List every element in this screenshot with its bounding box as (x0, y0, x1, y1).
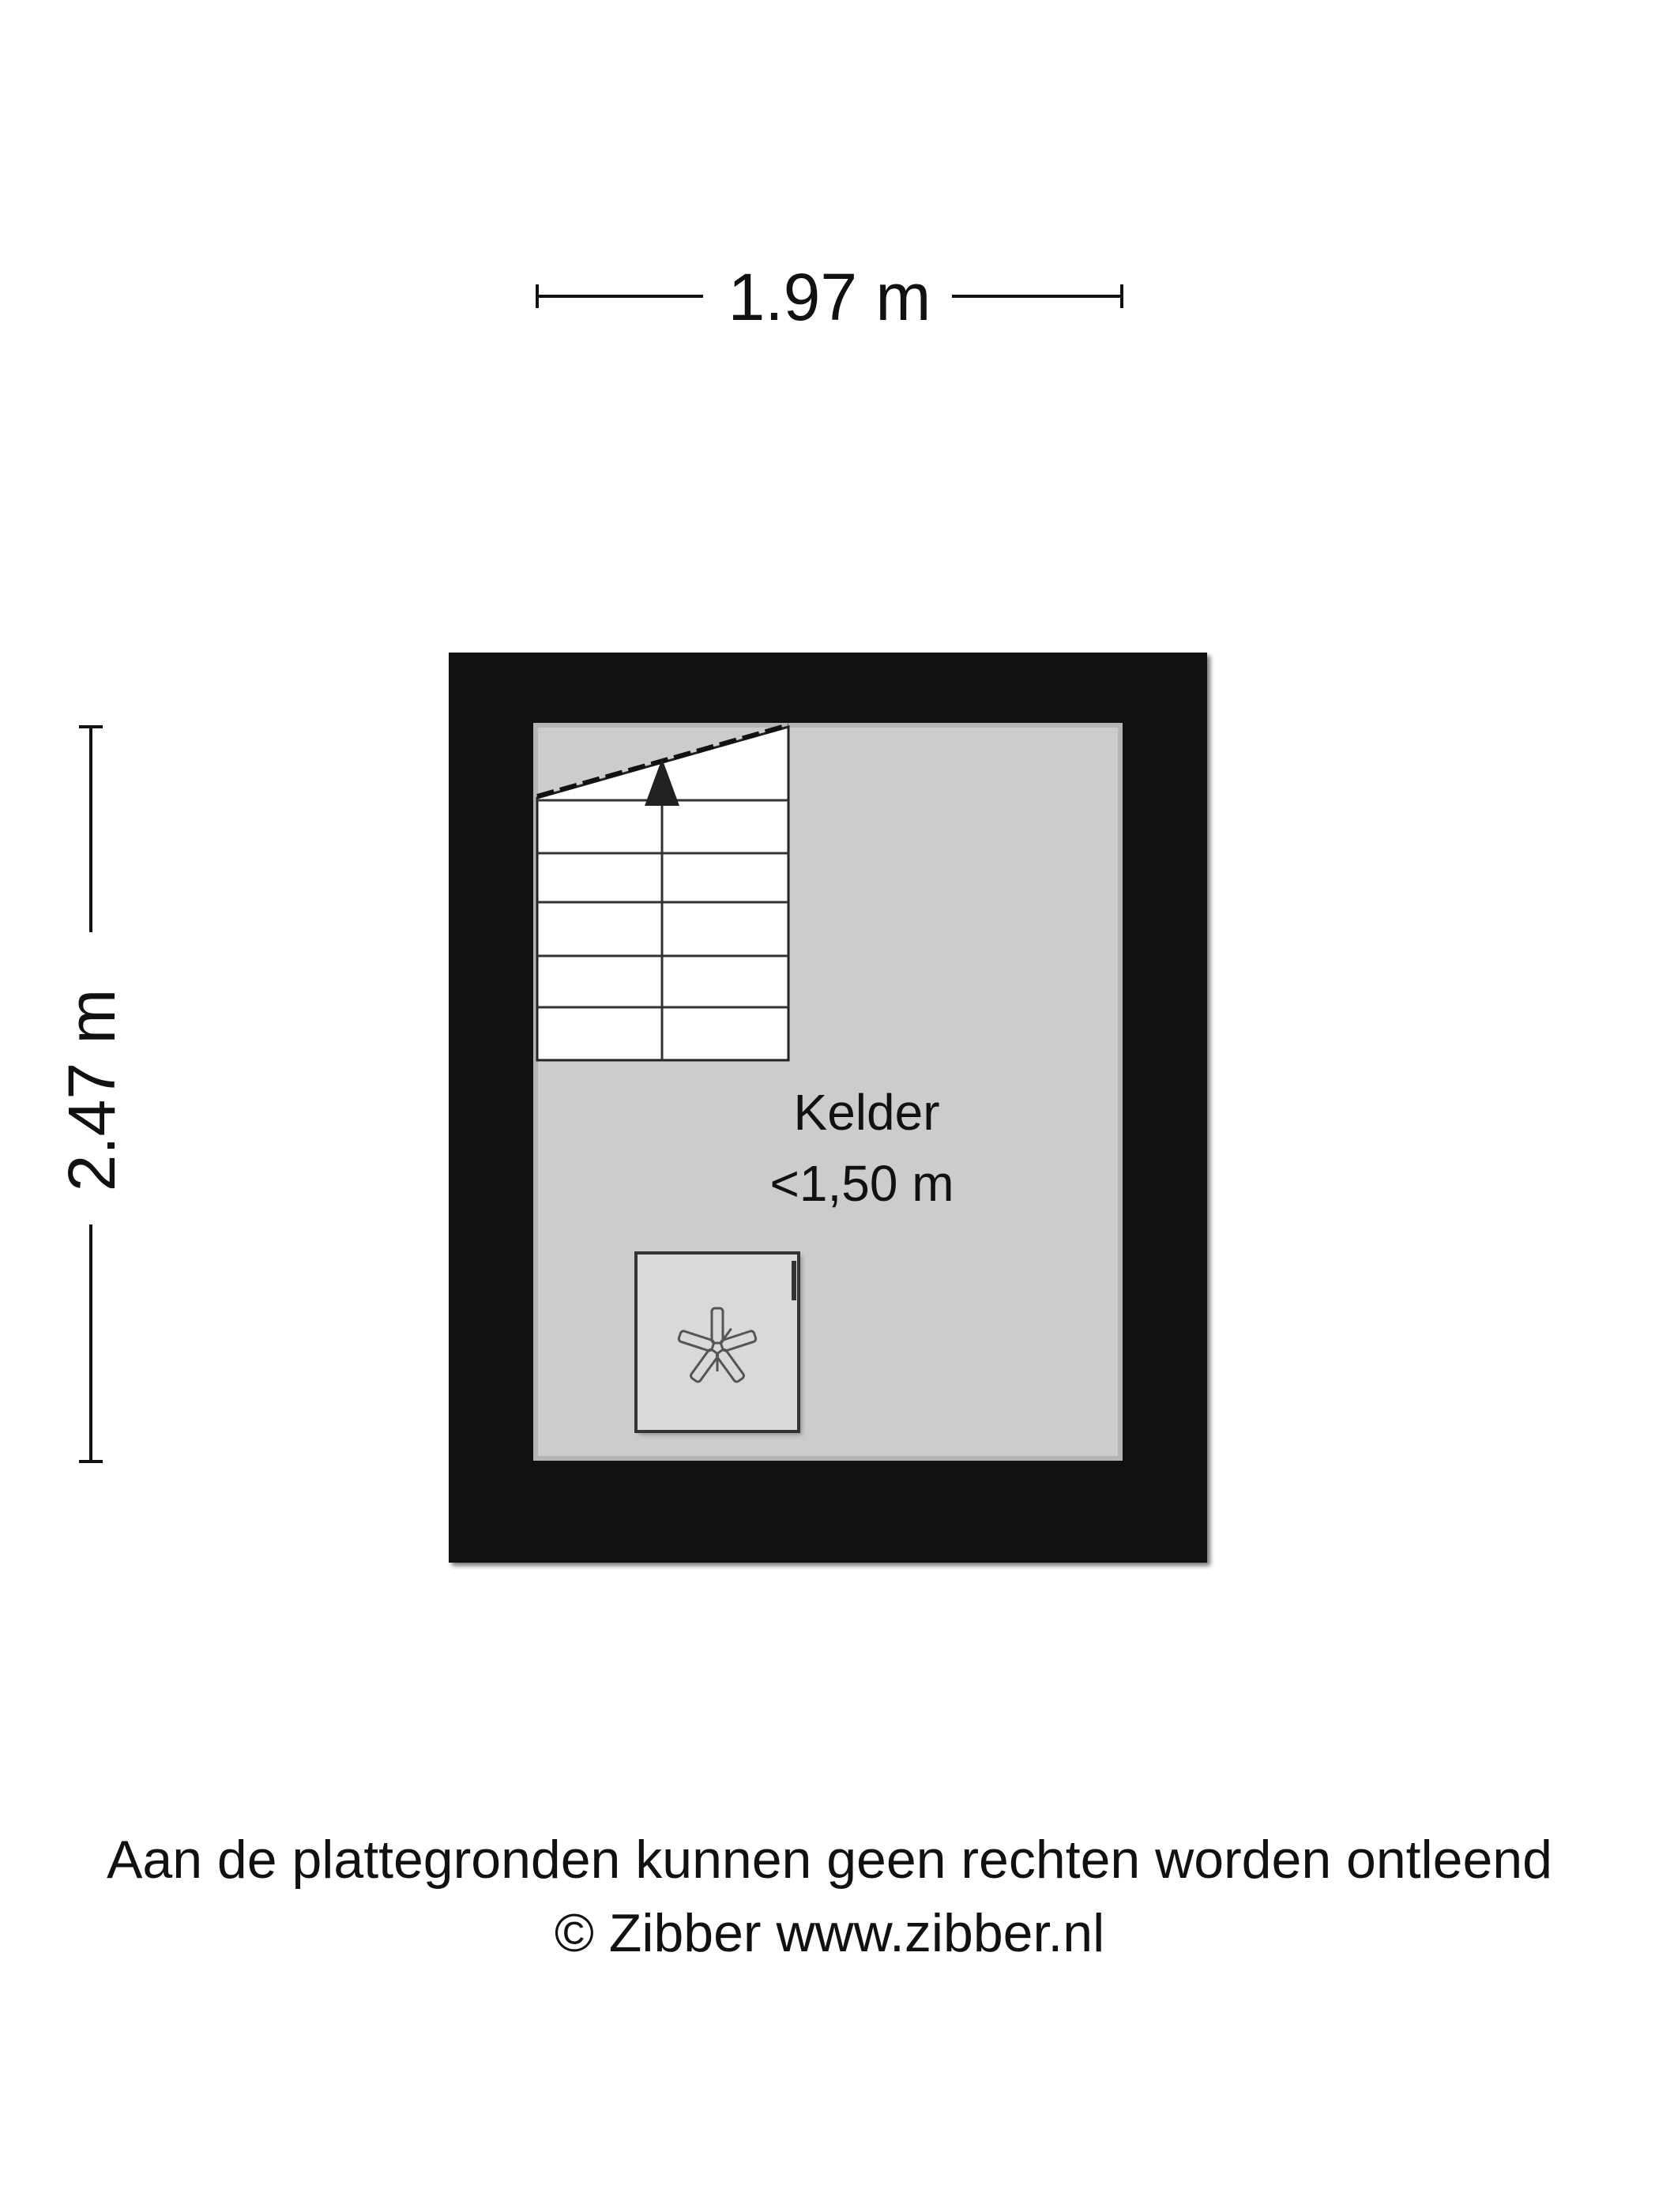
height-label: 2.47 m (55, 988, 129, 1192)
disclaimer-text: Aan de plattegronden kunnen geen rechten worden ontleend (107, 1830, 1552, 1890)
room-height-note: <1,50 m (769, 1155, 954, 1212)
width-label: 1.97 m (728, 260, 931, 334)
copyright-text: © Zibber www.zibber.nl (554, 1903, 1105, 1963)
width-dimension (537, 260, 1122, 334)
room-name: Kelder (793, 1084, 940, 1141)
appliance (636, 1253, 802, 1435)
height-dimension (55, 727, 129, 1462)
